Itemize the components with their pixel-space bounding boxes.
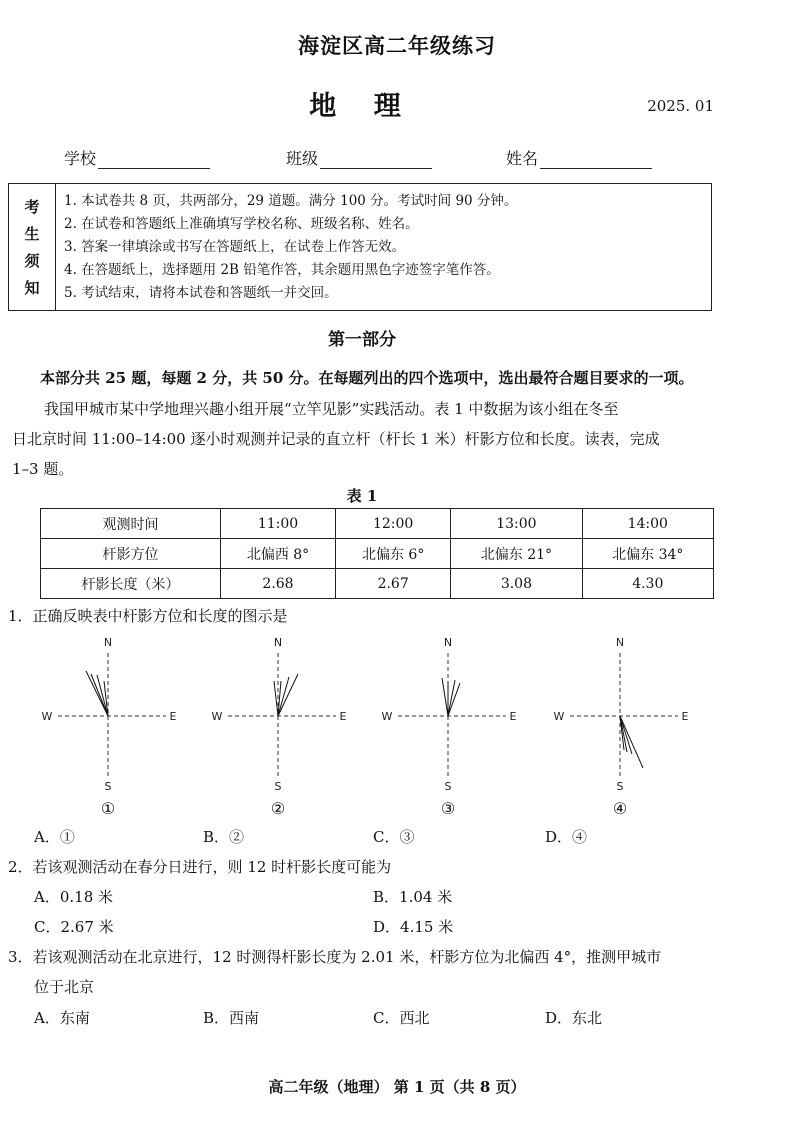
question-3-stem-cont: 位于北京 — [34, 978, 95, 996]
svg-text:N: N — [615, 636, 625, 649]
name-blank — [540, 150, 652, 169]
question-2-stem: 2．若该观测活动在春分日进行，则 12 时杆影长度可能为 — [8, 858, 392, 876]
compass-diagram-2 — [210, 633, 350, 823]
svg-text:N: N — [273, 636, 283, 649]
q2-option-b[interactable]: B．1.04 米 — [373, 888, 453, 906]
school-field — [64, 146, 210, 169]
exam-date: 2025. 01 — [647, 97, 714, 115]
page-footer: 高二年级（地理） 第 1 页（共 8 页） — [268, 1078, 526, 1096]
diagram-number-2: ② — [270, 799, 286, 818]
compass-diagram-4 — [552, 633, 692, 823]
question-3-stem: 3．若该观测活动在北京进行，12 时测得杆影长度为 2.01 米，杆影方位为北偏西 4°，推测甲城市 — [8, 948, 662, 966]
svg-text:W: W — [41, 710, 53, 723]
intro-paragraph: 我国甲城市某中学地理兴趣小组开展“立竿见影”实践活动。表 1 中数据为该小组在冬至 日北京时间 11:00–14:00 逐小时观测并记录的直立杆（杆长 1 米）杆影方位和长度。读表，完成 1–3 题。 — [12, 400, 660, 478]
svg-text:S: S — [104, 780, 112, 793]
name-label: 姓名 — [506, 149, 539, 168]
q3-option-d[interactable]: D．东北 — [545, 1009, 603, 1027]
q2-option-a[interactable]: A．0.18 米 — [34, 888, 113, 906]
q3-option-a[interactable]: A．东南 — [34, 1009, 90, 1027]
question-1-stem: 1．正确反映表中杆影方位和长度的图示是 — [8, 607, 288, 625]
diagram-number-3: ③ — [440, 799, 456, 818]
notice-item: 5. 考试结束，请将本试卷和答题纸一并交回。 — [64, 285, 338, 301]
school-blank — [98, 150, 210, 169]
class-field — [286, 146, 432, 169]
svg-text:N: N — [103, 636, 113, 649]
part-title: 第一部分 — [328, 330, 396, 350]
q1-option-b[interactable]: B．② — [203, 828, 245, 846]
table-row: 杆影方位 北偏西 8° 北偏东 6° 北偏东 21° 北偏东 34° — [41, 539, 714, 569]
exam-title: 海淀区高二年级练习 — [298, 33, 496, 58]
compass-diagram-3 — [380, 633, 520, 823]
notice-item: 2. 在试卷和答题纸上准确填写学校名称、班级名称、姓名。 — [64, 216, 419, 232]
notice-label: 考 生 须 知 — [9, 184, 56, 310]
table-caption: 表 1 — [346, 487, 378, 505]
class-label: 班级 — [286, 149, 319, 168]
subject-title: 地 理 — [309, 91, 415, 122]
svg-text:E: E — [509, 710, 517, 723]
svg-text:E: E — [681, 710, 689, 723]
notice-item: 4. 在答题纸上，选择题用 2B 铅笔作答，其余题用黑色字迹签字笔作答。 — [64, 262, 500, 278]
table-row: 观测时间 11:00 12:00 13:00 14:00 — [41, 509, 714, 539]
q1-option-d[interactable]: D．④ — [545, 828, 588, 846]
table-row: 杆影长度（米） 2.68 2.67 3.08 4.30 — [41, 569, 714, 599]
svg-text:E: E — [169, 710, 177, 723]
svg-text:S: S — [444, 780, 452, 793]
q1-option-a[interactable]: A．① — [34, 828, 75, 846]
q3-option-b[interactable]: B．西南 — [203, 1009, 260, 1027]
notice-list — [56, 184, 517, 310]
observation-table — [40, 508, 714, 599]
diagram-number-4: ④ — [612, 799, 628, 818]
svg-text:W: W — [381, 710, 393, 723]
class-blank — [320, 150, 432, 169]
part-instruction: 本部分共 25 题，每题 2 分，共 50 分。在每题列出的四个选项中，选出最符合题目要求的一项。 — [40, 369, 694, 387]
svg-text:S: S — [274, 780, 282, 793]
q2-option-c[interactable]: C．2.67 米 — [34, 918, 114, 936]
svg-text:S: S — [616, 780, 624, 793]
compass-diagram-1 — [40, 633, 180, 823]
notice-item: 3. 答案一律填涂或书写在答题纸上，在试卷上作答无效。 — [64, 239, 406, 255]
q1-option-c[interactable]: C．③ — [373, 828, 415, 846]
svg-text:W: W — [553, 710, 565, 723]
svg-text:N: N — [443, 636, 453, 649]
notice-item: 1. 本试卷共 8 页，共两部分，29 道题。满分 100 分。考试时间 90 分钟。 — [64, 193, 518, 209]
candidate-notice — [8, 183, 712, 311]
name-field — [506, 146, 652, 169]
svg-text:E: E — [339, 710, 347, 723]
svg-text:W: W — [211, 710, 223, 723]
q2-option-d[interactable]: D．4.15 米 — [373, 918, 454, 936]
diagram-number-1: ① — [100, 799, 116, 818]
q3-option-c[interactable]: C．西北 — [373, 1009, 430, 1027]
school-label: 学校 — [64, 149, 97, 168]
